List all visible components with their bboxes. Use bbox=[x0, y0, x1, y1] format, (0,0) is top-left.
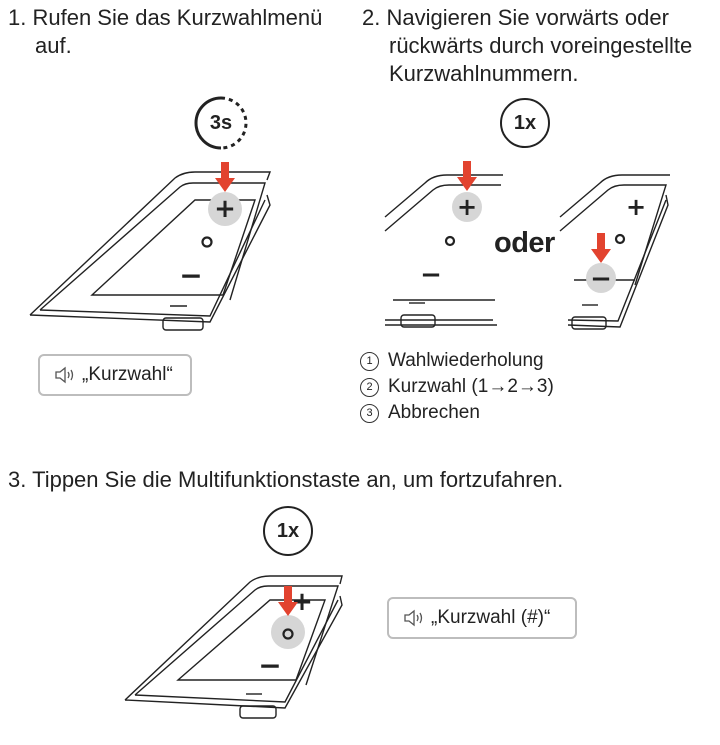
list-item bbox=[360, 348, 554, 374]
list-item bbox=[360, 400, 554, 426]
minus-button: − bbox=[258, 649, 282, 682]
step-number: 2. bbox=[362, 5, 381, 30]
highlight-circle bbox=[271, 615, 305, 649]
option-label: Kurzwahl (1→2→3) bbox=[388, 376, 554, 397]
minus-button: − bbox=[179, 259, 203, 292]
option-label: Wahlwiederholung bbox=[388, 350, 544, 371]
tap-count-badge bbox=[500, 98, 550, 148]
tap-count-badge bbox=[263, 506, 313, 556]
step-1-instruction bbox=[8, 4, 348, 60]
option-marker: 3 bbox=[360, 404, 379, 423]
multifunction-button bbox=[446, 237, 454, 245]
down-arrow-icon bbox=[215, 162, 235, 192]
hold-duration-label: 3s bbox=[209, 111, 233, 134]
option-marker: 1 bbox=[360, 352, 379, 371]
step-number: 3. bbox=[8, 467, 27, 492]
step-text-line: auf. bbox=[35, 33, 72, 58]
control-panel-illustration-tap bbox=[120, 560, 360, 730]
multifunction-button bbox=[616, 235, 624, 243]
minus-button: − bbox=[590, 264, 612, 294]
speaker-icon bbox=[403, 609, 425, 627]
down-arrow-icon bbox=[591, 233, 611, 263]
plus-button: + bbox=[214, 194, 236, 224]
step-text-line: Navigieren Sie vorwärts oder bbox=[386, 5, 669, 30]
speaker-icon bbox=[54, 366, 76, 384]
tap-count-label: 1x bbox=[276, 519, 300, 542]
down-arrow-icon bbox=[457, 161, 477, 191]
hold-duration-badge bbox=[196, 98, 246, 148]
voice-prompt-text: „Kurzwahl“ bbox=[82, 364, 173, 385]
step-3-instruction bbox=[8, 466, 708, 494]
step-text-line: Tippen Sie die Multifunktionstaste an, um fortzufahren. bbox=[32, 467, 564, 492]
plus-button: + bbox=[456, 193, 478, 221]
option-marker: 2 bbox=[360, 378, 379, 397]
plus-button: + bbox=[291, 587, 313, 617]
step-text-line: Rufen Sie das Kurzwahlmenü bbox=[32, 5, 323, 30]
step-number: 1. bbox=[8, 5, 27, 30]
voice-prompt-bubble bbox=[387, 597, 577, 639]
plus-button: + bbox=[625, 193, 647, 221]
step-text-line: rückwärts durch voreingestellte bbox=[389, 33, 693, 58]
control-panel-illustration-hold bbox=[25, 150, 285, 350]
voice-prompt-bubble bbox=[38, 354, 192, 396]
multifunction-button bbox=[203, 238, 212, 247]
step-text-line: Kurzwahlnummern. bbox=[389, 61, 579, 86]
minus-button: − bbox=[420, 260, 442, 290]
control-panel-illustration-minus bbox=[560, 155, 690, 335]
menu-options-list bbox=[360, 348, 554, 426]
list-item bbox=[360, 374, 554, 400]
step-2-instruction bbox=[362, 4, 712, 88]
or-label: oder bbox=[494, 227, 555, 259]
voice-prompt-text: „Kurzwahl (#)“ bbox=[431, 607, 551, 628]
tap-count-label: 1x bbox=[513, 111, 537, 134]
option-label: Abbrechen bbox=[388, 402, 480, 423]
